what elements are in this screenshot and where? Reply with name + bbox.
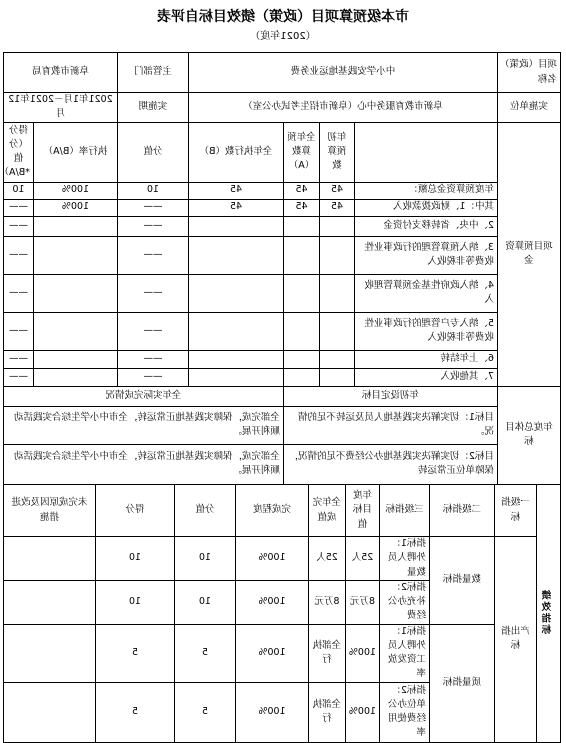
reason-value xyxy=(4,624,96,682)
level3-label: 指标2：单位办公经费使用率 xyxy=(380,682,430,742)
budget-cell xyxy=(320,274,355,312)
budget-cell: —— xyxy=(3,274,33,312)
budget-cell: 10 xyxy=(3,182,33,199)
project-name: 中小学安践基地运业务费 xyxy=(188,53,497,93)
indicator-header: 二级指标 xyxy=(430,485,495,537)
budget-cell xyxy=(188,236,283,274)
goal-actual: 全部完成，保障实践基地正常运转，全市中小学生综合实践活动顺利开展。 xyxy=(3,406,283,444)
budget-header: 全年执行数（B） xyxy=(188,122,283,182)
period-label: 实施期 xyxy=(117,93,188,123)
budget-row xyxy=(3,368,560,386)
budget-cell: 100% xyxy=(33,199,117,216)
done-value: 25人 xyxy=(309,537,346,581)
dept-value: 阜新市教育局 xyxy=(3,53,117,93)
goals-planned-header: 年初设定目标 xyxy=(284,386,498,406)
budget-row-label: 5、纳入专户管理的行政事业性收费等非税收入 xyxy=(355,312,498,350)
goal-row xyxy=(3,406,560,444)
budget-cell xyxy=(284,350,320,368)
budget-row xyxy=(3,216,560,236)
indicator-header: 分值 xyxy=(175,485,236,537)
budget-row xyxy=(3,182,560,199)
indicator-header: 得分 xyxy=(96,485,175,537)
indicator-header: 未完成原因及改进措施 xyxy=(4,485,96,537)
impl-unit-label: 实施单位 xyxy=(498,93,561,123)
budget-cell: 10 xyxy=(117,182,188,199)
budget-row xyxy=(3,350,560,368)
level2-label: 数量指标 xyxy=(430,537,495,625)
budget-header: 分值 xyxy=(117,122,188,182)
level3-label: 指标1：外聘人员数量 xyxy=(380,537,430,581)
indicator-header: 全年完成值 xyxy=(309,485,346,537)
budget-row-label: 4、纳入政府性基金预算管理收入 xyxy=(355,274,498,312)
reason-value xyxy=(4,580,96,624)
budget-cell xyxy=(320,236,355,274)
impl-unit-value: 阜新市教育服务中心（阜新市招生考试办公室） xyxy=(188,93,497,123)
budget-header: 执行率（B/A） xyxy=(33,122,117,182)
document-year: （2021年度） xyxy=(250,31,316,42)
indicator-header: 完成程度 xyxy=(236,485,309,537)
budget-cell xyxy=(33,368,117,386)
budget-header: 得分（分值*B/A） xyxy=(3,122,33,182)
goal-planned: 目标1：切实解决实践基地人员及运转不足的情况。 xyxy=(284,406,498,444)
document-title: 市本级预算项目（政策）绩效目标自评表 xyxy=(157,9,409,25)
budget-row xyxy=(3,274,560,312)
budget-cell: —— xyxy=(3,236,33,274)
got-value: 10 xyxy=(96,537,175,581)
budget-row-label: 3、纳入预算管理的行政事业性收费等非税收入 xyxy=(355,236,498,274)
period-value: 2021年1月－2021年12月 xyxy=(3,93,117,123)
score-value: 5 xyxy=(175,624,236,682)
budget-cell: —— xyxy=(3,368,33,386)
budget-cell xyxy=(284,312,320,350)
budget-row xyxy=(3,199,560,216)
budget-cell: 45 xyxy=(188,182,283,199)
budget-section-label: 项目预算资金 xyxy=(498,122,561,386)
budget-cell xyxy=(33,274,117,312)
budget-row xyxy=(3,312,560,350)
budget-cell xyxy=(33,236,117,274)
budget-cell xyxy=(188,216,283,236)
done-value: 全部执行 xyxy=(309,682,346,742)
budget-cell xyxy=(320,216,355,236)
target-value: 8万元 xyxy=(346,580,380,624)
budget-cell xyxy=(188,350,283,368)
target-value: 25人 xyxy=(346,537,380,581)
project-name-label: 项目（政策）名称 xyxy=(498,53,561,93)
got-value: 5 xyxy=(96,624,175,682)
budget-cell: 45 xyxy=(284,199,320,216)
goals-actual-header: 全年实际完成情况 xyxy=(3,386,283,406)
budget-row-label: 2、中央、省转移支付资金 xyxy=(355,216,498,236)
target-value: 100% xyxy=(346,682,380,742)
indicator-header: 三级指标 xyxy=(380,485,430,537)
goal-planned: 目标2：切实解决实践基地办公经费不足的情况，保障单位正常运转 xyxy=(284,444,498,484)
budget-cell xyxy=(320,350,355,368)
budget-header: 年初预算数 xyxy=(320,122,355,182)
reason-value xyxy=(4,682,96,742)
budget-cell xyxy=(284,368,320,386)
budget-cell: 45 xyxy=(284,182,320,199)
budget-cell: —— xyxy=(117,312,188,350)
level1-label: 产出指标 xyxy=(495,537,537,743)
budget-cell: —— xyxy=(117,199,188,216)
budget-cell: 45 xyxy=(320,182,355,199)
budget-cell: —— xyxy=(117,274,188,312)
rate-value: 100% xyxy=(236,580,309,624)
score-value: 5 xyxy=(175,682,236,742)
target-value: 100% xyxy=(346,624,380,682)
budget-cell xyxy=(188,368,283,386)
goal-row xyxy=(3,444,560,484)
done-value: 全部执行 xyxy=(309,624,346,682)
indicators-section-label: 绩效指标 xyxy=(537,485,561,743)
rate-value: 100% xyxy=(236,682,309,742)
level3-label: 指标2：补充办公经费 xyxy=(380,580,430,624)
budget-cell xyxy=(33,312,117,350)
indicator-row xyxy=(4,624,561,682)
rate-value: 100% xyxy=(236,537,309,581)
done-value: 8万元 xyxy=(309,580,346,624)
budget-row-label: 7、其他收入 xyxy=(355,368,498,386)
budget-cell: —— xyxy=(117,236,188,274)
budget-row-label: 6、上年结转 xyxy=(355,350,498,368)
budget-cell: —— xyxy=(117,368,188,386)
budget-cell: —— xyxy=(3,216,33,236)
budget-cell xyxy=(320,368,355,386)
indicator-header: 一级指标 xyxy=(495,485,537,537)
goals-section-label: 年度总体目标 xyxy=(498,386,561,484)
goal-actual: 全部完成，保障实践基地正常运转，全市中小学生综合实践活动顺利开展。 xyxy=(3,444,283,484)
budget-row xyxy=(3,236,560,274)
budget-cell: 100% xyxy=(33,182,117,199)
rate-value: 100% xyxy=(236,624,309,682)
budget-cell: —— xyxy=(3,312,33,350)
reason-value xyxy=(4,537,96,581)
budget-cell xyxy=(33,350,117,368)
got-value: 5 xyxy=(96,682,175,742)
indicator-table xyxy=(3,484,561,743)
budget-row-label: 年度预算资金总额： xyxy=(355,182,498,199)
budget-table xyxy=(0,52,561,485)
score-value: 10 xyxy=(175,537,236,581)
budget-cell xyxy=(188,312,283,350)
budget-cell: —— xyxy=(3,350,33,368)
budget-cell xyxy=(33,216,117,236)
indicator-header: 年度目标值 xyxy=(346,485,380,537)
budget-cell xyxy=(320,312,355,350)
budget-cell xyxy=(284,274,320,312)
budget-cell: —— xyxy=(117,216,188,236)
budget-cell: 45 xyxy=(188,199,283,216)
budget-cell: —— xyxy=(3,199,33,216)
budget-header: 全年预算数（A） xyxy=(284,122,320,182)
got-value: 10 xyxy=(96,580,175,624)
dept-label: 主管部门 xyxy=(117,53,188,93)
level2-label: 质量指标 xyxy=(430,624,495,742)
budget-cell: 45 xyxy=(320,199,355,216)
level3-label: 指标1：外聘人员工资发放率 xyxy=(380,624,430,682)
indicator-row xyxy=(4,537,561,581)
budget-cell xyxy=(284,236,320,274)
score-value: 10 xyxy=(175,580,236,624)
budget-cell xyxy=(284,216,320,236)
budget-cell xyxy=(188,274,283,312)
budget-cell: —— xyxy=(117,350,188,368)
budget-row-label: 其中：1、财政拨款收入 xyxy=(355,199,498,216)
